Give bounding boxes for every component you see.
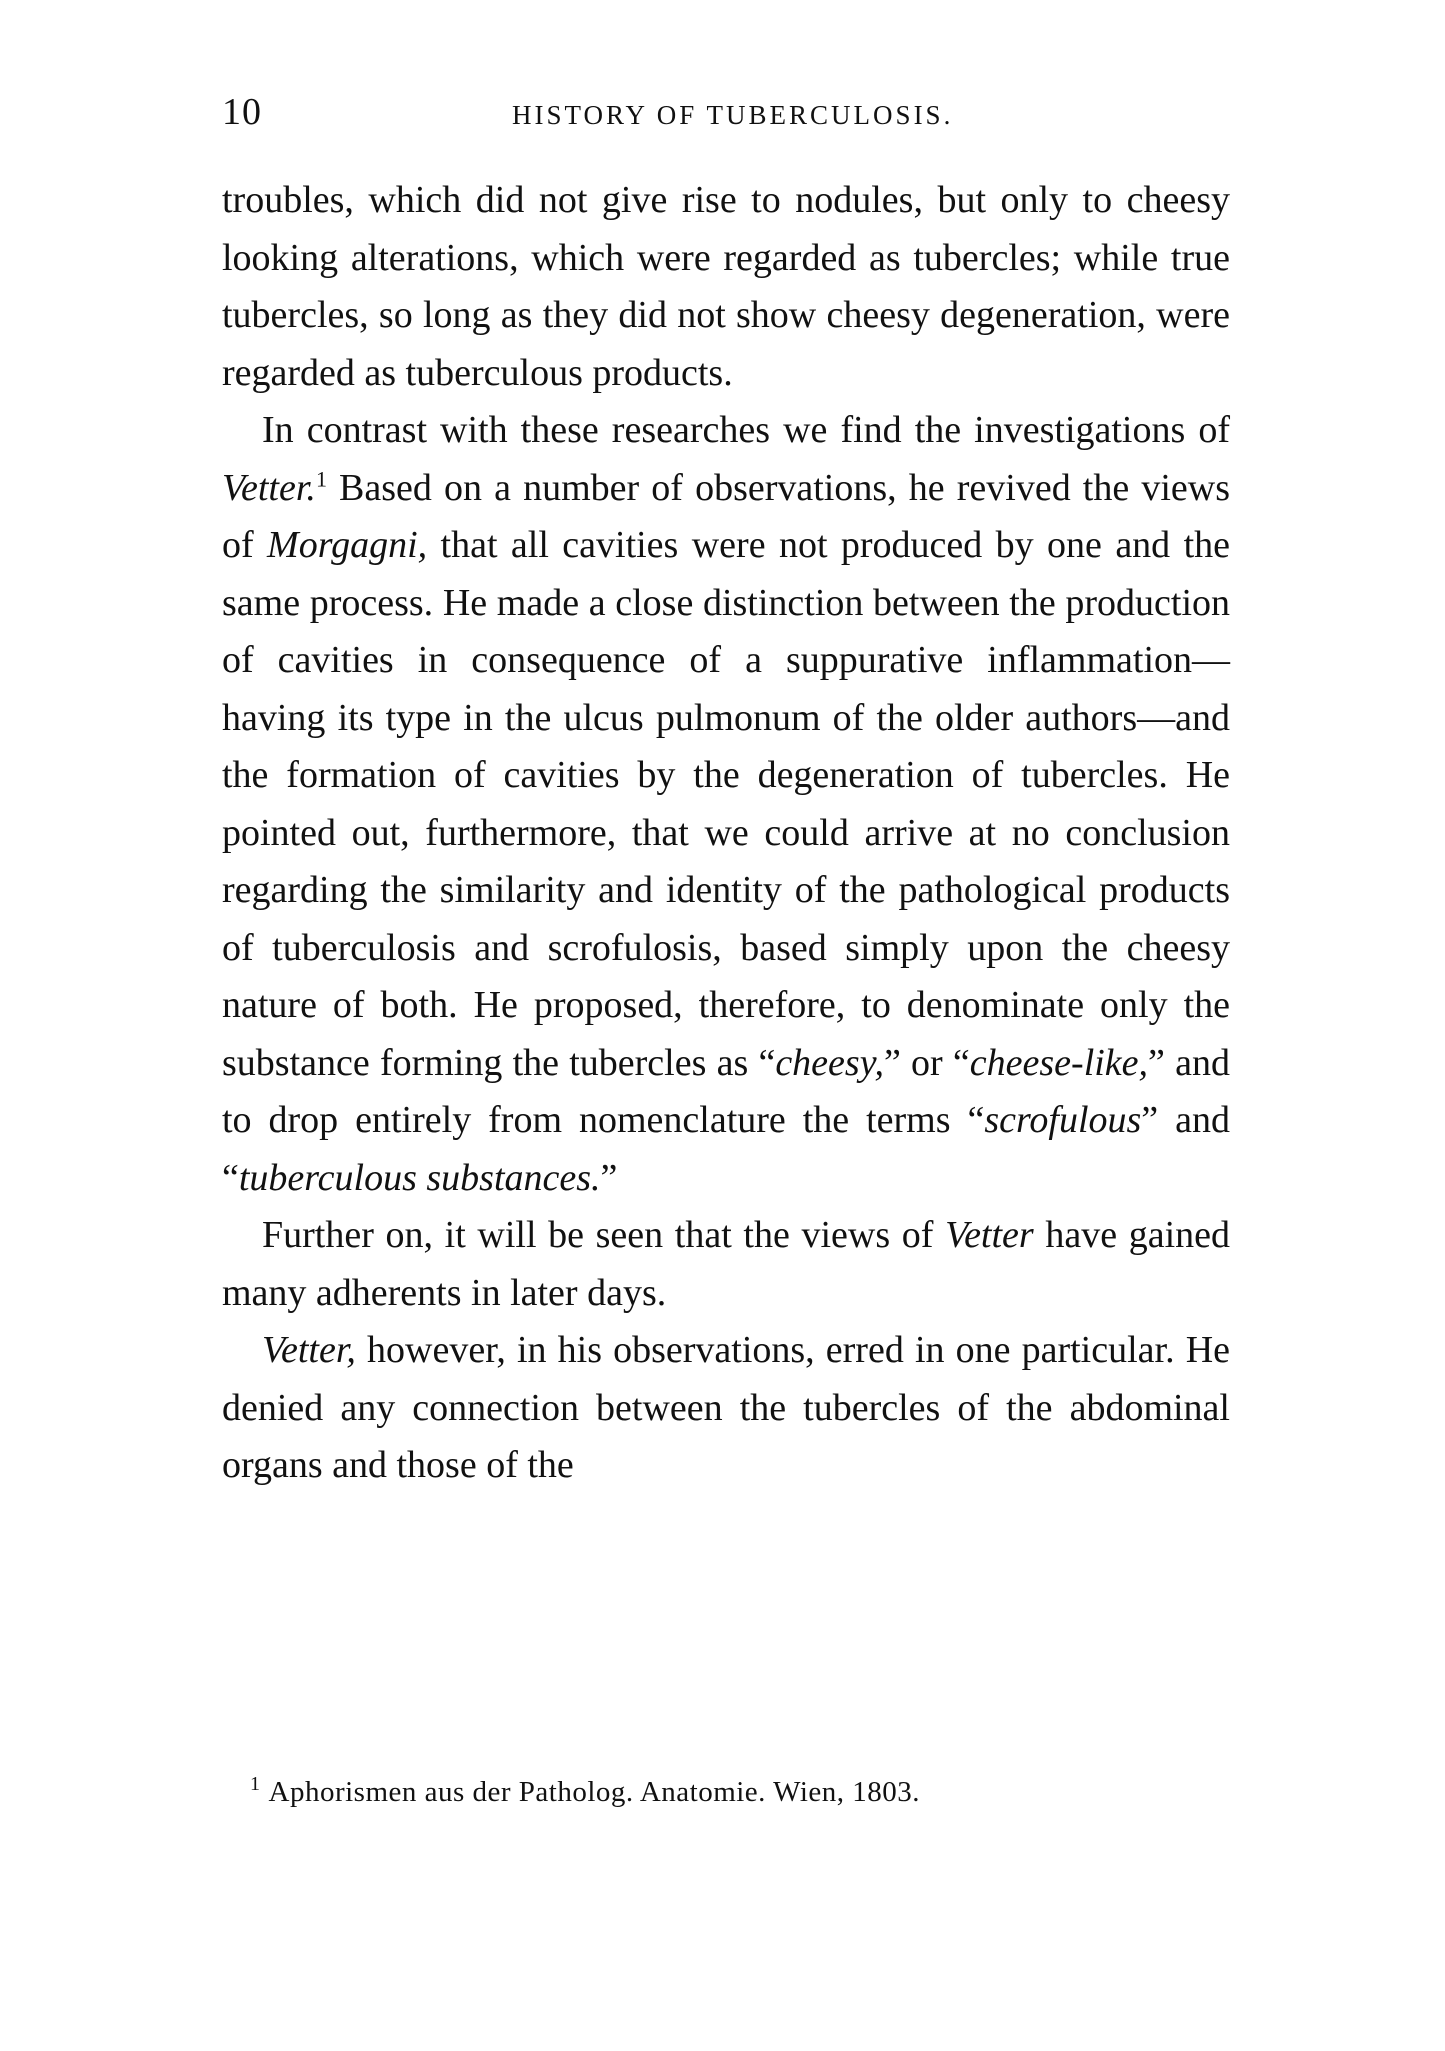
author-name-vetter: Vetter (945, 1214, 1034, 1256)
page-number: 10 (222, 91, 262, 133)
text-run: ” or “ (883, 1041, 970, 1084)
text-run: have gained many adherents in later days. (222, 1214, 1230, 1314)
term-scrofulous: scrofulous (984, 1099, 1142, 1141)
text-run: that all cavities were not produced by one and the same process. He made a close distinction between the production of cavities in consequence of a suppurative inflammation—having its type in the ulcus pulmonum of the older authors—and the formation of cavities by the degeneration of tubercles. He pointed out, furthermore, that we could arrive at no conclusion regarding the similarity and identity of the pathological products of tuberculosis and scrofulosis, based simply upon the cheesy nature of both. He proposed, therefore, to denominate only the substance forming the tubercles as “ (222, 524, 1230, 1084)
text-run: Further on, it will be seen that the views of (262, 1214, 946, 1256)
term-cheesy: cheesy, (775, 1041, 884, 1084)
text-run: In contrast with these researches we find the investigations of (262, 409, 1230, 451)
author-name-vetter: Vetter, (262, 1329, 356, 1371)
footnote (250, 1772, 1230, 1812)
footnote-marker: 1 (250, 1773, 261, 1796)
term-cheese-like: cheese-like, (969, 1041, 1149, 1084)
footnote-ref-1: 1 (315, 465, 327, 491)
author-name-vetter: Vetter. (222, 466, 316, 509)
running-title: HISTORY OF TUBERCULOSIS. (512, 100, 954, 130)
running-header (222, 90, 1230, 140)
paragraph-1 (222, 172, 1230, 402)
paragraph-2 (222, 402, 1230, 1207)
text-run: however, in his observations, erred in one particular. He denied any connection between the tubercles of the abdominal organs and those of the (222, 1329, 1230, 1486)
author-name-morgagni: Morgagni, (267, 524, 428, 566)
paragraph-1-text: troubles, which did not give rise to nodules, but only to cheesy looking alterations, which were regarded as tubercles; while true tubercles, so long as they did not show cheesy degeneration, were regarded as tuberculous products. (222, 179, 1230, 394)
paragraph-3 (222, 1207, 1230, 1322)
text-run: ” (600, 1156, 618, 1199)
term-tuberculous-substances: tuberculous substances. (238, 1156, 601, 1199)
body-text (222, 172, 1230, 1495)
paragraph-4 (222, 1322, 1230, 1495)
footnote-text: Aphorismen aus der Patholog. Anatomie. Wien, 1803. (268, 1776, 921, 1808)
text-run: Based on a number of observations, he revived the views of (222, 466, 1230, 566)
text-run: ” and to drop entirely from nomenclature the terms “ (222, 1041, 1230, 1141)
text-run: ” and “ (222, 1099, 1230, 1199)
